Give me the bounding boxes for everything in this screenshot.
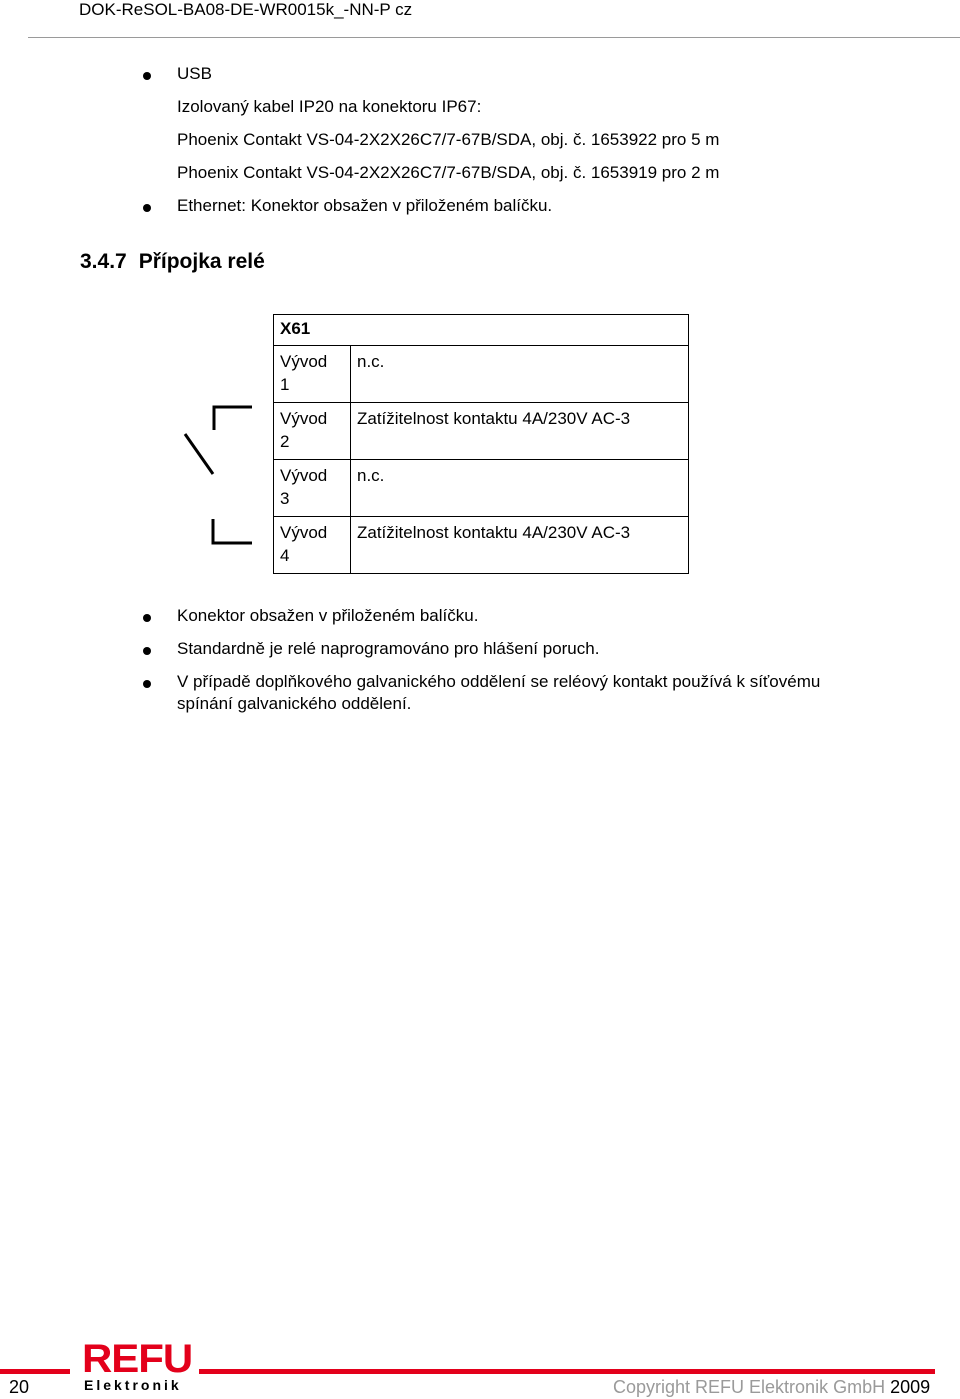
bullet-icon	[143, 614, 151, 622]
document-id: DOK-ReSOL-BA08-DE-WR0015k_-NN-P cz	[79, 0, 413, 19]
pin-cell: Vývod 1	[274, 346, 351, 403]
table-row	[274, 403, 689, 460]
logo-subtitle: Elektronik	[84, 1377, 182, 1393]
footer-red-bar-left	[0, 1369, 70, 1374]
pin-cell: Vývod 4	[274, 517, 351, 574]
relay-default-note: Standardně je relé naprogramováno pro hlášení poruch.	[177, 639, 600, 658]
table-header-row	[274, 315, 689, 346]
pin-cell: Vývod 2	[274, 403, 351, 460]
section-title: Přípojka relé	[138, 250, 265, 273]
relay-contact-symbol-icon	[180, 402, 260, 552]
connector-note: Konektor obsažen v přiloženém balíčku.	[177, 606, 479, 625]
table-row	[274, 346, 689, 403]
footer-red-bar-right	[199, 1369, 935, 1374]
page-number: 20	[9, 1377, 30, 1397]
pin-description: Zatížitelnost kontaktu 4A/230V AC-3	[351, 403, 689, 460]
pin-cell: Vývod 3	[274, 460, 351, 517]
section-number: 3.4.7	[80, 250, 127, 273]
copyright-text: Copyright REFU Elektronik GmbH	[613, 1377, 886, 1397]
bullet-icon	[143, 72, 151, 80]
galvanic-note-line1: V případě doplňkového galvanického oddělení se reléový kontakt používá k síťovému	[177, 672, 821, 691]
connector-label: X61	[274, 315, 689, 346]
pin-description: n.c.	[351, 460, 689, 517]
section-heading	[80, 250, 265, 274]
pin-description: n.c.	[351, 346, 689, 403]
bullet-icon	[143, 647, 151, 655]
header-divider	[28, 37, 960, 38]
table-row	[274, 517, 689, 574]
usb-label: USB	[177, 64, 212, 83]
usb-cable-option-2m: Phoenix Contakt VS-04-2X2X26C7/7-67B/SDA, obj. č. 1653919 pro 2 m	[177, 163, 720, 182]
pin-description: Zatížitelnost kontaktu 4A/230V AC-3	[351, 517, 689, 574]
refu-logo	[82, 1337, 193, 1398]
bullet-icon	[143, 680, 151, 688]
galvanic-note-line2: spínání galvanického oddělení.	[177, 694, 412, 713]
usb-cable-text: Izolovaný kabel IP20 na konektoru IP67:	[177, 97, 482, 116]
bullet-icon	[143, 204, 151, 212]
copyright-notice	[613, 1377, 930, 1398]
relay-pin-table	[273, 314, 689, 574]
table-row	[274, 460, 689, 517]
usb-cable-option-5m: Phoenix Contakt VS-04-2X2X26C7/7-67B/SDA, obj. č. 1653922 pro 5 m	[177, 130, 720, 149]
copyright-year: 2009	[890, 1377, 931, 1397]
ethernet-text: Ethernet: Konektor obsažen v přiloženém balíčku.	[177, 196, 553, 215]
logo-wordmark: REFU	[82, 1337, 193, 1381]
